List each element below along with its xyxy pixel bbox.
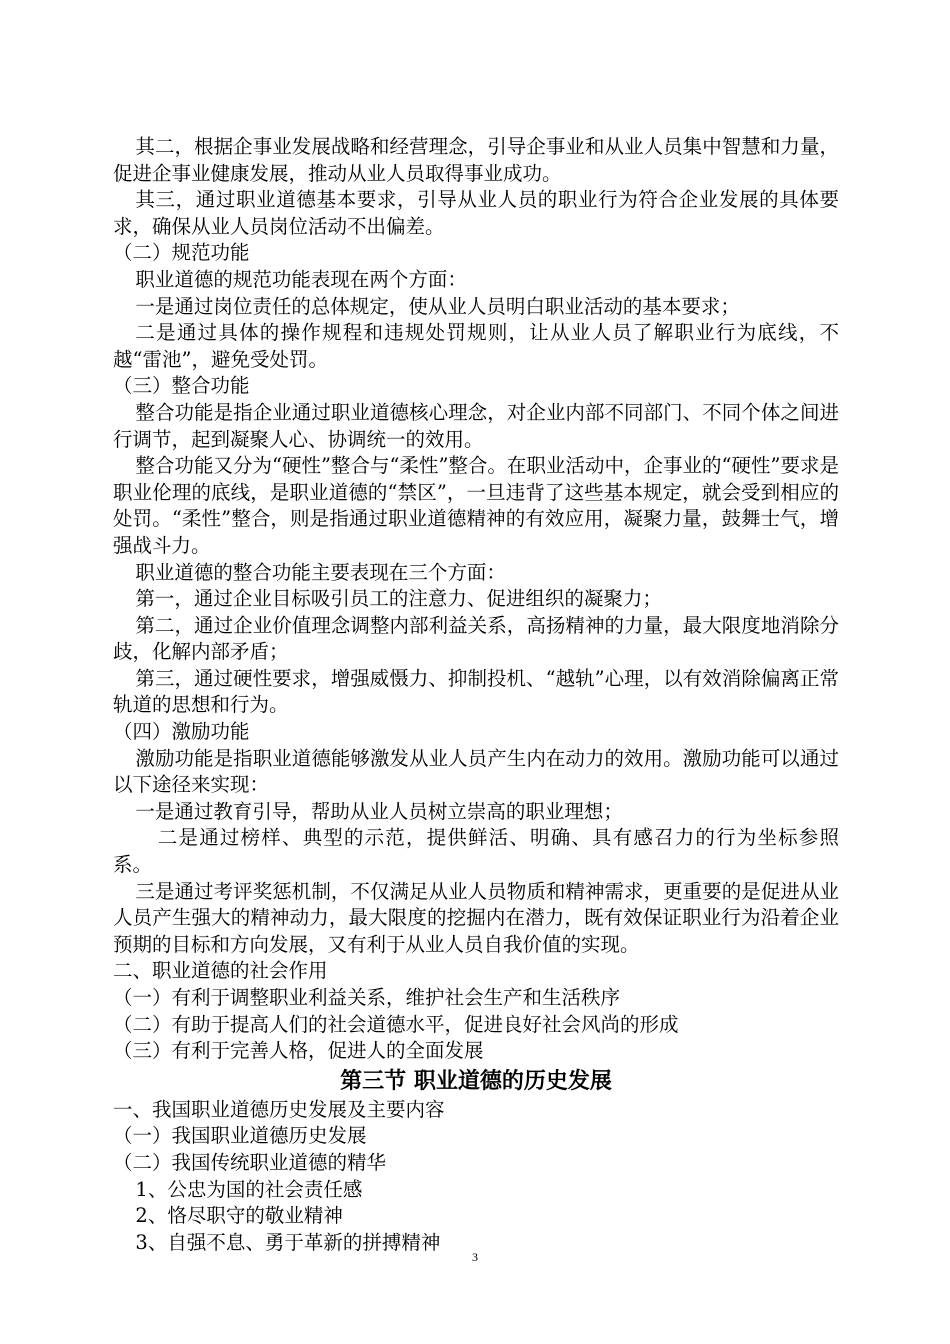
section-item: 一、我国职业道德历史发展及主要内容 [113,1097,445,1121]
section-item: （一）有利于调整职业利益关系，维护社会生产和生活秩序 [113,986,621,1009]
section-item: （一）我国职业道德历史发展 [113,1124,367,1148]
paragraph: 职业道德的整合功能主要表现在三个方面： [135,560,506,584]
list-item: 1、公忠为国的社会责任感 [135,1177,363,1201]
subheading: （二）规范功能 [113,241,250,265]
paragraph: 一是通过教育引导，帮助从业人员树立崇高的职业理想； [135,799,623,823]
paragraph: 激励功能是指职业道德能够激发从业人员产生内在动力的效用。激励功能可以通过以下途径来实现： [113,746,839,797]
subheading: （四）激励功能 [113,720,250,744]
paragraph: 第二，通过企业价值理念调整内部利益关系，高扬精神的力量，最大限度地消除分歧，化解内部矛盾； [113,613,839,664]
section-item: （二）有助于提高人们的社会道德水平，促进良好社会风尚的形成 [113,1012,679,1036]
section-heading: 第三节 职业道德的历史发展 [340,1068,612,1094]
paragraph: 第三，通过硬性要求，增强威慑力、抑制投机、“越轨”心理，以有效消除偏离正常轨道的思想和行为。 [113,666,839,717]
paragraph: 一是通过岗位责任的总体规定，使从业人员明白职业活动的基本要求； [135,294,740,318]
paragraph: 二是通过榜样、典型的示范，提供鲜活、明确、具有感召力的行为坐标参照系。 [113,826,839,877]
section-item: 二、职业道德的社会作用 [113,959,328,983]
paragraph: 整合功能是指企业通过职业道德核心理念，对企业内部不同部门、不同个体之间进行调节，起到凝聚人心、协调统一的效用。 [113,400,839,451]
section-item: （二）我国传统职业道德的精华 [113,1150,387,1174]
paragraph: 整合功能又分为“硬性”整合与“柔性”整合。在职业活动中，企事业的“硬性”要求是职业伦理的底线，是职业道德的“禁区”，一旦违背了这些基本规定，就会受到相应的处罚。“柔性”整合，则是指通过职业道德精神的有效应用，凝聚力量，鼓舞士气，增强战斗力。 [113,454,839,557]
paragraph: 职业道德的规范功能表现在两个方面： [135,267,467,291]
page-number: 3 [472,1250,478,1264]
list-item: 2、恪尽职守的敬业精神 [135,1204,343,1228]
paragraph: 第一，通过企业目标吸引员工的注意力、促进组织的凝聚力； [135,587,662,611]
list-item: 3、自强不息、勇于革新的拼搏精神 [135,1230,441,1254]
subheading: （三）整合功能 [113,374,250,398]
section-item: （三）有利于完善人格，促进人的全面发展 [113,1039,484,1063]
paragraph: 其二，根据企事业发展战略和经营理念，引导企事业和从业人员集中智慧和力量，促进企事业健康发展，推动从业人员取得事业成功。 [113,135,839,185]
paragraph: 二是通过具体的操作规程和违规处罚规则，让从业人员了解职业行为底线，不越“雷池”，避免受处罚。 [113,321,839,371]
paragraph: 其三，通过职业道德基本要求，引导从业人员的职业行为符合企业发展的具体要求，确保从业人员岗位活动不出偏差。 [113,188,839,238]
paragraph: 三是通过考评奖惩机制，不仅满足从业人员物质和精神需求，更重要的是促进从业人员产生强大的精神动力，最大限度的挖掘内在潜力，既有效保证职业行为沿着企业预期的目标和方向发展，又有利于从业人员自我价值的实现。 [113,879,839,956]
document-body [113,134,839,1256]
